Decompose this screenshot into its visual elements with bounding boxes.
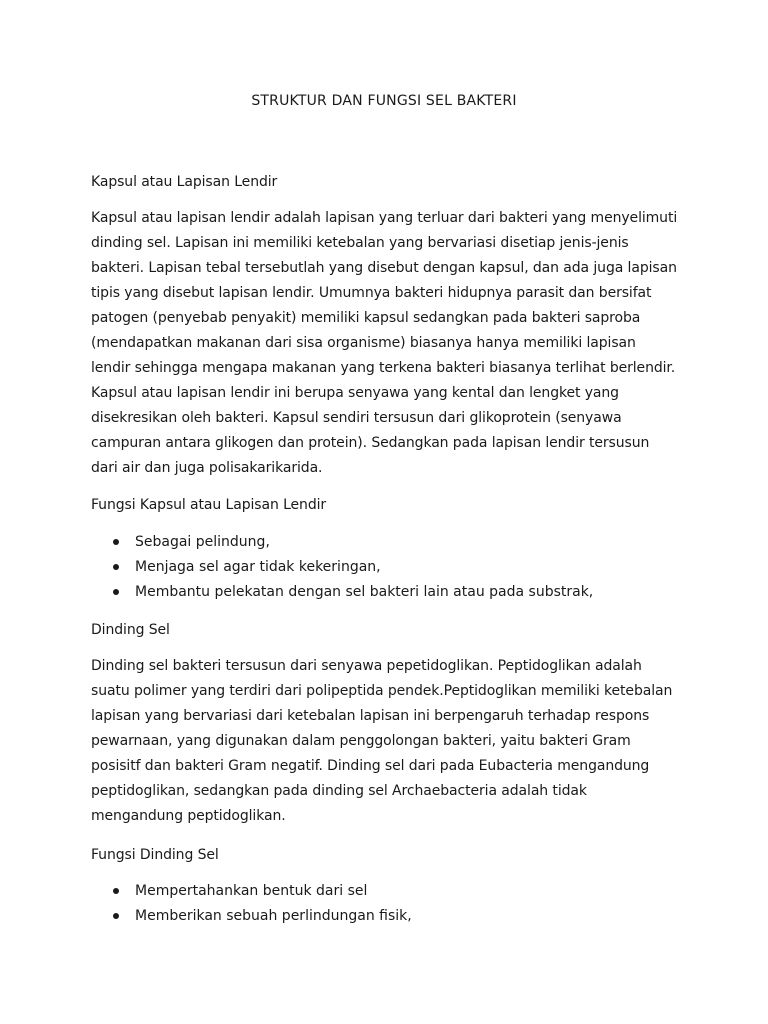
bullet-icon [113,913,119,919]
list-item: Membantu pelekatan dengan sel bakteri lain atau pada substrak, [91,580,679,605]
list-item: Menjaga sel agar tidak kekeringan, [91,555,679,580]
section-heading-fungsi-kapsul: Fungsi Kapsul atau Lapisan Lendir [91,497,327,513]
section-heading-kapsul: Kapsul atau Lapisan Lendir [91,174,278,190]
bullet-icon [113,564,119,570]
paragraph-kapsul: Kapsul atau lapisan lendir adalah lapisan yang terluar dari bakteri yang menyelimuti dinding sel. Lapisan ini memiliki ketebalan yang bervariasi disetiap jenis-jenis bakteri. Lapisan tebal tersebutlah yang disebut dengan kapsul, dan ada juga lapisan tipis yang disebut lapisan lendir. Umumnya bakteri hidupnya parasit dan bersifat patogen (penyebab penyakit) memiliki kapsul sedangkan pada bakteri saproba (mendapatkan makanan dari sisa organisme) biasanya hanya memiliki lapisan lendir sehingga mengapa makanan yang terkena bakteri biasanya terlihat berlendir. Kapsul atau lapisan lendir ini berupa senyawa yang kental dan lengket yang disekresikan oleh bakteri. Kapsul sendiri tersusun dari glikoprotein (senyawa campuran antara glikogen dan protein). Sedangkan pada lapisan lendir tersusun dari air dan juga polisakarikarida. [91,210,678,476]
document-title: STRUKTUR DAN FUNGSI SEL BAKTERI [251,93,517,109]
paragraph-dinding-sel: Dinding sel bakteri tersusun dari senyawa pepetidoglikan. Peptidoglikan adalah suatu polimer yang terdiri dari polipeptida pendek.Peptidoglikan memiliki ketebalan lapisan yang bervariasi dari ketebalan lapisan ini berpengaruh terhadap respons pewarnaan, yang digunakan dalam penggolongan bakteri, yaitu bakteri Gram posisitf dan bakteri Gram negatif. Dinding sel dari pada Eubacteria mengandung peptidoglikan, sedangkan pada dinding sel Archaebacteria adalah tidak mengandung peptidoglikan. [91,658,673,824]
list-item: Memberikan sebuah perlindungan fisik, [91,904,679,929]
bullet-icon [113,539,119,545]
bullet-icon [113,589,119,595]
section-heading-fungsi-dinding-sel: Fungsi Dinding Sel [91,847,219,863]
section-heading-dinding-sel: Dinding Sel [91,622,170,638]
bullet-list-fungsi-dinding-sel [91,879,679,929]
list-item: Mempertahankan bentuk dari sel [91,879,679,904]
bullet-list-fungsi-kapsul [91,530,679,605]
list-item: Sebagai pelindung, [91,530,679,555]
bullet-icon [113,888,119,894]
